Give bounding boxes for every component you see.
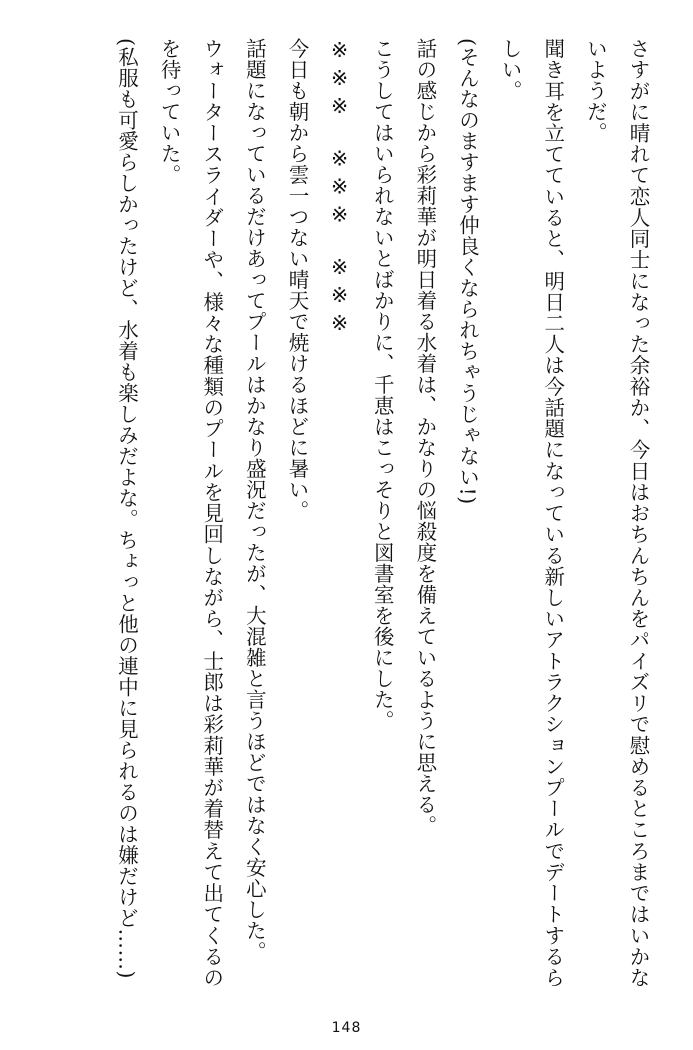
paragraph: ウォータースライダーや、様々な種類のプールを見回しながら、士郎は彩莉華が着替えて出てくるのを待っていた。 — [157, 38, 224, 988]
paragraph: 話の感じから彩莉華が明日着る水着は、かなりの悩殺度を備えているように思える。 — [412, 38, 437, 836]
paragraph: 今日も朝から雲一つない晴天で焼けるほどに暑い。 — [285, 38, 309, 521]
scene-separator: ※※※ ※※※ ※※※ — [327, 38, 352, 339]
paragraph: 話題になっているだけあってプールはかなり盛況だったが、大混雑と言うほどではなく安心した。 — [242, 38, 267, 962]
paragraph: こうしてはいられないとばかりに、千恵はこっそりと図書室を後にした。 — [370, 38, 395, 731]
paragraph: (そんなのますます仲良くなられちゃうじゃない!) — [455, 38, 480, 505]
page-number: 148 — [331, 1020, 362, 1036]
paragraph: 聞き耳を立てていると、明日二人は今話題になっている新しいアトラクションプールでデートするらしい。 — [498, 38, 565, 988]
paragraph: さすがに晴れて恋人同士になった余裕か、今日はおちんちんをパイズリで慰めるところまではいかないようだ。 — [583, 38, 650, 988]
paragraph: (私服も可愛らしかったけど、水着も楽しみだよな。ちょっと他の連中に見られるのは嫌だけど……) — [114, 38, 139, 979]
page-body-text — [44, 38, 659, 988]
